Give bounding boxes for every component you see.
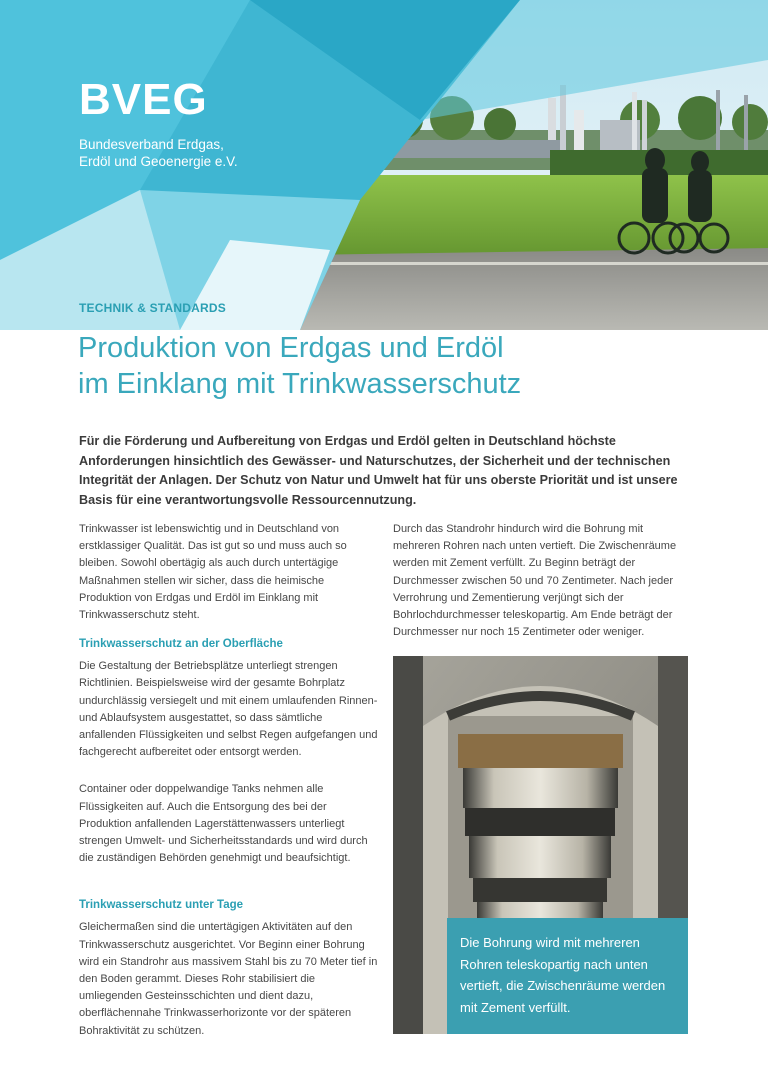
photo-caption	[447, 918, 688, 1034]
surface-paragraph-2: Container oder doppelwandige Tanks nehmen alle Flüssigkeiten auf. Auch die Entsorgung des bei der Produktion anfallenden Lagerstättenwassers unterliegt strengen Umwelt- und Sicherheitsstandards und wird durch die zuständigen Behörden genehmigt und beaufsichtigt.	[79, 783, 368, 865]
page-title	[78, 330, 521, 402]
caption-text: Die Bohrung wird mit mehreren Rohren teleskopartig nach unten vertieft, die Zwischenräume werden mit Zement verfüllt.	[460, 935, 666, 1015]
underground-paragraph-1: Gleichermaßen sind die untertägigen Aktivitäten auf den Trinkwasserschutz ausgerichtet. Vor Beginn einer Bohrung wird ein Standrohr aus massivem Stahl bis zu 70 Meter tief in den Boden gerammt. Dieses Rohr stabilisiert die umliegenden Gesteinsschichten und dient dazu, oberflächennahe Trinkwasserhorizonte vor der späteren Bohraktivität zu schützen.	[79, 921, 378, 1037]
logo-subtitle-line2: Erdöl und Geoenergie e.V.	[79, 154, 238, 169]
surface-paragraph-1: Die Gestaltung der Betriebsplätze unterliegt strengen Richtlinien. Beispielsweise wird der gesamte Bohrplatz undurchlässig versiegelt und mit einem umlaufenden Rinnen- und Ablaufsystem ausgestattet, so dass sämtliche anfallenden Flüssigkeiten und selbst Regen aufgefangen und fachgerecht aufbereitet oder entsorgt werden.	[79, 660, 378, 759]
section-heading-underground: Trinkwasserschutz unter Tage	[79, 899, 244, 912]
logo-subtitle	[79, 136, 238, 170]
title-line1: Produktion von Erdgas und Erdöl	[78, 332, 504, 364]
brand-logo	[79, 75, 238, 170]
section-heading-surface: Trinkwasserschutz an der Oberfläche	[79, 638, 283, 651]
right-column	[393, 521, 693, 641]
logo-wordmark: BVEG	[79, 75, 208, 124]
left-column	[79, 521, 379, 1040]
lead-paragraph: Für die Förderung und Aufbereitung von Erdgas und Erdöl gelten in Deutschland höchste Anforderungen hinsichtlich des Gewässer- und Naturschutzes, der Sicherheit und der technischen Integrität der Anlagen. Der Schutz von Natur und Umwelt hat für uns oberste Priorität und ist unsere Basis für eine verantwortungsvolle Ressourcennutzung.	[79, 434, 678, 507]
drilling-paragraph: Durch das Standrohr hindurch wird die Bohrung mit mehreren Rohren nach unten vertieft. Die Zwischenräume werden mit Zement verfüllt. Zu Beginn beträgt der Durchmesser zwischen 50 und 70 Zentimeter. Nach jeder Verrohrung und Zementierung verjüngt sich der Bohrlochdurchmesser teleskopartig. Am Ende beträgt der Durchmesser nur noch 15 Zentimeter oder weniger.	[393, 523, 677, 639]
logo-subtitle-line1: Bundesverband Erdgas,	[79, 137, 224, 152]
category-label: TECHNIK & STANDARDS	[79, 301, 226, 315]
intro-paragraph: Trinkwasser ist lebenswichtig und in Deutschland von erstklassiger Qualität. Das ist gut so und muss auch so bleiben. Sowohl obertägig als auch durch untertägige Maßnahmen stellen wir sicher, dass die heimische Produktion von Erdgas und Erdöl im Einklang mit Trinkwasserschutz steht.	[79, 523, 347, 622]
title-line2: im Einklang mit Trinkwasserschutz	[78, 368, 522, 400]
